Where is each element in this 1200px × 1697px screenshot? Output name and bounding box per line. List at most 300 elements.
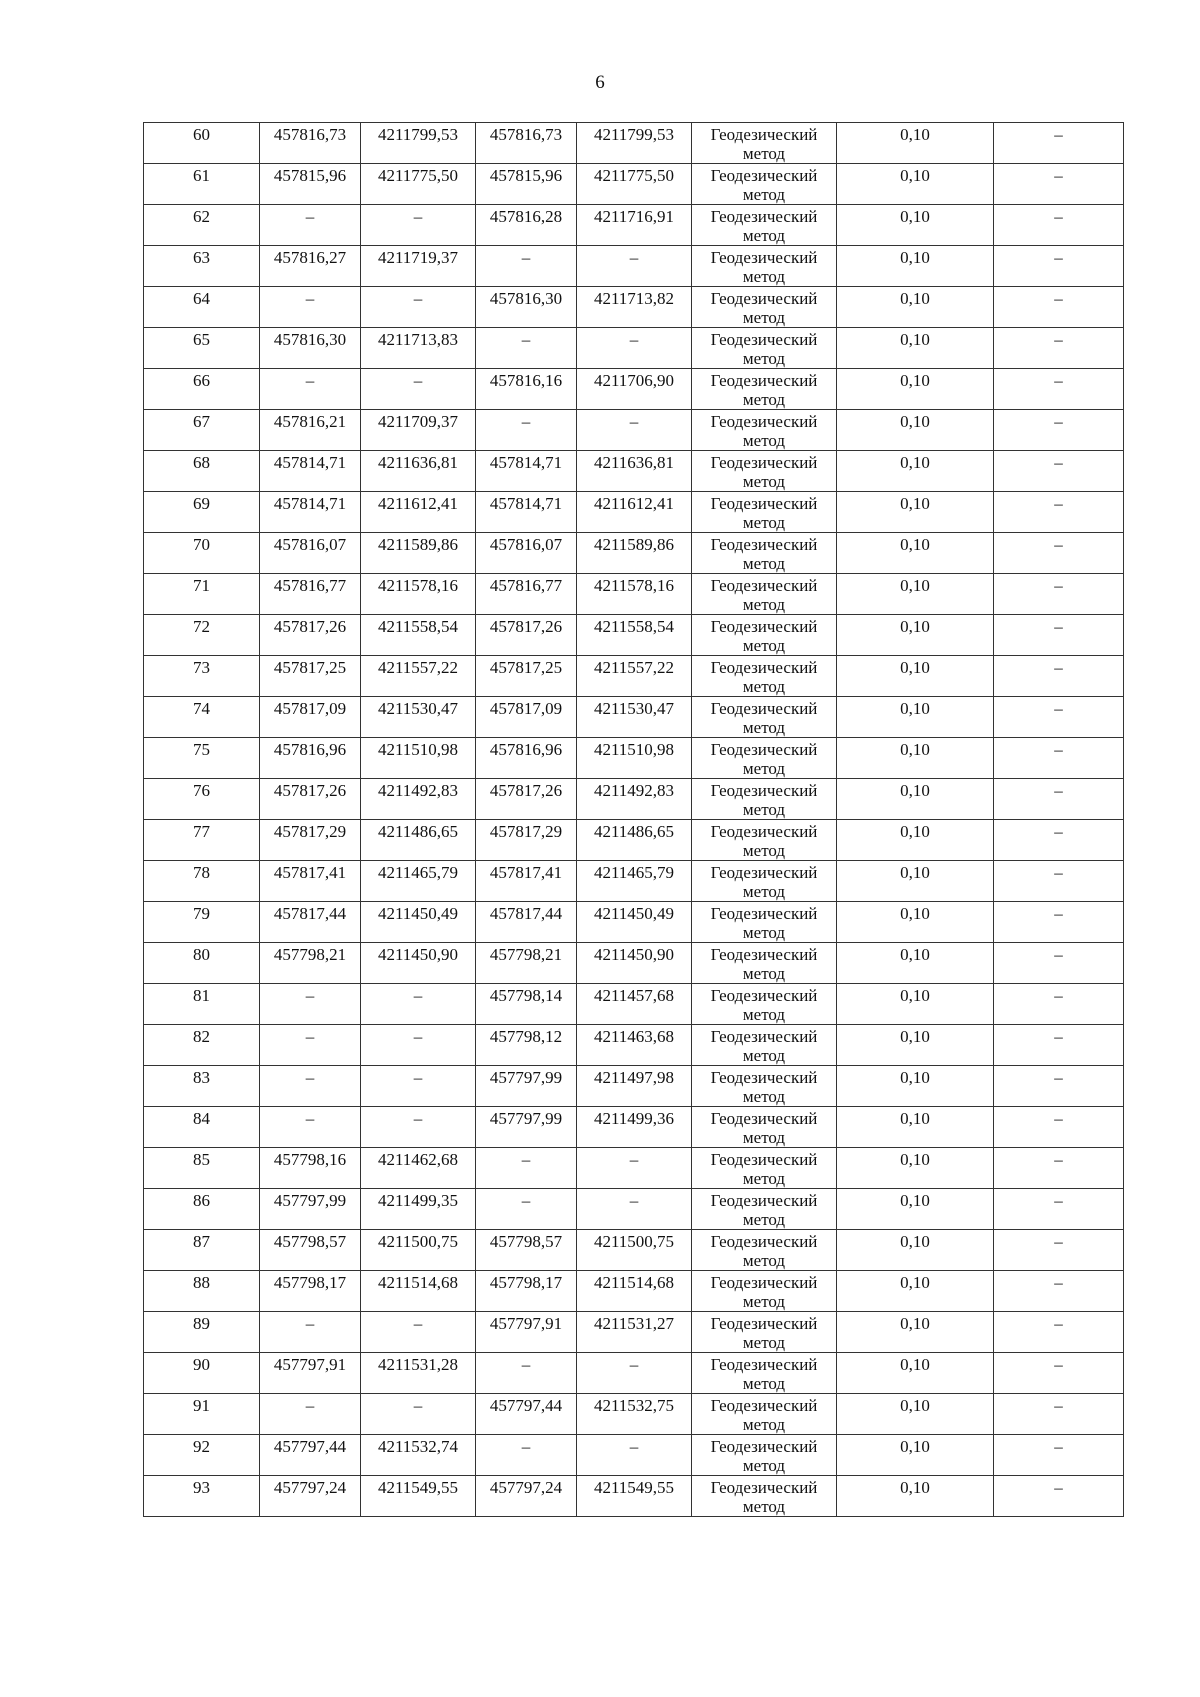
refined-x-cell: –: [476, 328, 577, 369]
refined-y-cell: 4211500,75: [577, 1230, 692, 1271]
refined-y-cell: 4211457,68: [577, 984, 692, 1025]
point-number-cell: 80: [144, 943, 260, 984]
refined-x-cell: 457798,21: [476, 943, 577, 984]
existing-y-cell: 4211530,47: [361, 697, 476, 738]
point-number-cell: 83: [144, 1066, 260, 1107]
existing-x-cell: 457816,77: [260, 574, 361, 615]
method-cell: Геодезический метод: [692, 902, 837, 943]
description-cell: –: [994, 820, 1124, 861]
refined-y-cell: 4211497,98: [577, 1066, 692, 1107]
existing-x-cell: 457816,73: [260, 123, 361, 164]
refined-x-cell: 457816,28: [476, 205, 577, 246]
refined-y-cell: 4211465,79: [577, 861, 692, 902]
description-cell: –: [994, 492, 1124, 533]
refined-y-cell: –: [577, 1353, 692, 1394]
table-row: [144, 1066, 1124, 1107]
method-cell: Геодезический метод: [692, 1435, 837, 1476]
description-cell: –: [994, 943, 1124, 984]
description-cell: –: [994, 1107, 1124, 1148]
table-row: [144, 1394, 1124, 1435]
refined-x-cell: 457798,17: [476, 1271, 577, 1312]
existing-x-cell: 457798,17: [260, 1271, 361, 1312]
existing-x-cell: –: [260, 205, 361, 246]
existing-y-cell: –: [361, 1394, 476, 1435]
refined-y-cell: 4211706,90: [577, 369, 692, 410]
refined-x-cell: –: [476, 1148, 577, 1189]
refined-y-cell: 4211486,65: [577, 820, 692, 861]
existing-y-cell: 4211549,55: [361, 1476, 476, 1517]
refined-y-cell: 4211713,82: [577, 287, 692, 328]
method-cell: Геодезический метод: [692, 492, 837, 533]
table-row: [144, 1312, 1124, 1353]
point-number-cell: 87: [144, 1230, 260, 1271]
point-number-cell: 70: [144, 533, 260, 574]
accuracy-cell: 0,10: [837, 1189, 994, 1230]
accuracy-cell: 0,10: [837, 943, 994, 984]
method-cell: Геодезический метод: [692, 1271, 837, 1312]
table-row: [144, 902, 1124, 943]
method-cell: Геодезический метод: [692, 574, 837, 615]
accuracy-cell: 0,10: [837, 369, 994, 410]
existing-y-cell: –: [361, 1312, 476, 1353]
existing-y-cell: 4211531,28: [361, 1353, 476, 1394]
accuracy-cell: 0,10: [837, 328, 994, 369]
existing-x-cell: 457817,29: [260, 820, 361, 861]
existing-y-cell: 4211492,83: [361, 779, 476, 820]
refined-x-cell: –: [476, 1435, 577, 1476]
refined-x-cell: 457816,77: [476, 574, 577, 615]
refined-x-cell: 457817,41: [476, 861, 577, 902]
refined-y-cell: 4211463,68: [577, 1025, 692, 1066]
table-row: [144, 123, 1124, 164]
method-cell: Геодезический метод: [692, 984, 837, 1025]
method-cell: Геодезический метод: [692, 1394, 837, 1435]
table-row: [144, 738, 1124, 779]
existing-y-cell: 4211719,37: [361, 246, 476, 287]
refined-x-cell: 457798,57: [476, 1230, 577, 1271]
table-row: [144, 615, 1124, 656]
point-number-cell: 67: [144, 410, 260, 451]
existing-y-cell: 4211578,16: [361, 574, 476, 615]
refined-x-cell: 457816,96: [476, 738, 577, 779]
point-number-cell: 91: [144, 1394, 260, 1435]
method-cell: Геодезический метод: [692, 1353, 837, 1394]
existing-y-cell: 4211462,68: [361, 1148, 476, 1189]
description-cell: –: [994, 861, 1124, 902]
refined-x-cell: 457815,96: [476, 164, 577, 205]
point-number-cell: 75: [144, 738, 260, 779]
refined-x-cell: 457797,24: [476, 1476, 577, 1517]
table-row: [144, 451, 1124, 492]
table-row: [144, 1230, 1124, 1271]
method-cell: Геодезический метод: [692, 656, 837, 697]
existing-x-cell: 457814,71: [260, 451, 361, 492]
method-cell: Геодезический метод: [692, 861, 837, 902]
method-cell: Геодезический метод: [692, 738, 837, 779]
method-cell: Геодезический метод: [692, 1230, 837, 1271]
method-cell: Геодезический метод: [692, 779, 837, 820]
description-cell: –: [994, 123, 1124, 164]
table-row: [144, 164, 1124, 205]
existing-x-cell: 457797,91: [260, 1353, 361, 1394]
refined-x-cell: 457817,44: [476, 902, 577, 943]
method-cell: Геодезический метод: [692, 246, 837, 287]
existing-x-cell: 457815,96: [260, 164, 361, 205]
accuracy-cell: 0,10: [837, 738, 994, 779]
accuracy-cell: 0,10: [837, 1394, 994, 1435]
point-number-cell: 88: [144, 1271, 260, 1312]
existing-y-cell: 4211636,81: [361, 451, 476, 492]
existing-y-cell: –: [361, 205, 476, 246]
refined-y-cell: 4211530,47: [577, 697, 692, 738]
point-number-cell: 63: [144, 246, 260, 287]
table-row: [144, 1107, 1124, 1148]
refined-y-cell: 4211612,41: [577, 492, 692, 533]
page-number: 6: [595, 72, 605, 93]
refined-x-cell: –: [476, 246, 577, 287]
existing-x-cell: –: [260, 1394, 361, 1435]
accuracy-cell: 0,10: [837, 615, 994, 656]
point-number-cell: 72: [144, 615, 260, 656]
existing-y-cell: –: [361, 287, 476, 328]
existing-x-cell: 457797,44: [260, 1435, 361, 1476]
table-row: [144, 861, 1124, 902]
refined-x-cell: 457814,71: [476, 451, 577, 492]
description-cell: –: [994, 369, 1124, 410]
existing-y-cell: –: [361, 984, 476, 1025]
existing-x-cell: –: [260, 1107, 361, 1148]
description-cell: –: [994, 779, 1124, 820]
table-row: [144, 697, 1124, 738]
existing-y-cell: –: [361, 1107, 476, 1148]
existing-x-cell: 457817,44: [260, 902, 361, 943]
point-number-cell: 68: [144, 451, 260, 492]
existing-x-cell: 457816,27: [260, 246, 361, 287]
existing-x-cell: 457797,99: [260, 1189, 361, 1230]
method-cell: Геодезический метод: [692, 369, 837, 410]
accuracy-cell: 0,10: [837, 902, 994, 943]
table-row: [144, 533, 1124, 574]
existing-x-cell: 457816,07: [260, 533, 361, 574]
table-row: [144, 492, 1124, 533]
existing-x-cell: –: [260, 369, 361, 410]
point-number-cell: 60: [144, 123, 260, 164]
method-cell: Геодезический метод: [692, 287, 837, 328]
existing-y-cell: 4211514,68: [361, 1271, 476, 1312]
accuracy-cell: 0,10: [837, 164, 994, 205]
refined-x-cell: 457797,91: [476, 1312, 577, 1353]
accuracy-cell: 0,10: [837, 779, 994, 820]
description-cell: –: [994, 451, 1124, 492]
accuracy-cell: 0,10: [837, 1312, 994, 1353]
point-number-cell: 77: [144, 820, 260, 861]
table-body: [144, 123, 1124, 1517]
method-cell: Геодезический метод: [692, 410, 837, 451]
refined-y-cell: 4211532,75: [577, 1394, 692, 1435]
refined-y-cell: 4211492,83: [577, 779, 692, 820]
existing-x-cell: 457798,57: [260, 1230, 361, 1271]
refined-y-cell: 4211549,55: [577, 1476, 692, 1517]
accuracy-cell: 0,10: [837, 533, 994, 574]
existing-x-cell: 457817,09: [260, 697, 361, 738]
refined-x-cell: 457817,29: [476, 820, 577, 861]
existing-x-cell: 457816,21: [260, 410, 361, 451]
description-cell: –: [994, 738, 1124, 779]
refined-x-cell: 457797,44: [476, 1394, 577, 1435]
existing-x-cell: –: [260, 1312, 361, 1353]
existing-y-cell: 4211450,49: [361, 902, 476, 943]
method-cell: Геодезический метод: [692, 943, 837, 984]
table-row: [144, 1025, 1124, 1066]
table-row: [144, 1189, 1124, 1230]
accuracy-cell: 0,10: [837, 410, 994, 451]
point-number-cell: 73: [144, 656, 260, 697]
description-cell: –: [994, 287, 1124, 328]
table-row: [144, 1148, 1124, 1189]
point-number-cell: 76: [144, 779, 260, 820]
description-cell: –: [994, 984, 1124, 1025]
accuracy-cell: 0,10: [837, 205, 994, 246]
refined-y-cell: –: [577, 1189, 692, 1230]
description-cell: –: [994, 1394, 1124, 1435]
method-cell: Геодезический метод: [692, 1025, 837, 1066]
method-cell: Геодезический метод: [692, 820, 837, 861]
refined-y-cell: 4211589,86: [577, 533, 692, 574]
existing-y-cell: 4211775,50: [361, 164, 476, 205]
description-cell: –: [994, 1435, 1124, 1476]
point-number-cell: 82: [144, 1025, 260, 1066]
description-cell: –: [994, 1148, 1124, 1189]
refined-x-cell: –: [476, 410, 577, 451]
table-row: [144, 205, 1124, 246]
description-cell: –: [994, 246, 1124, 287]
table-row: [144, 779, 1124, 820]
accuracy-cell: 0,10: [837, 656, 994, 697]
point-number-cell: 66: [144, 369, 260, 410]
existing-x-cell: 457797,24: [260, 1476, 361, 1517]
existing-y-cell: 4211486,65: [361, 820, 476, 861]
existing-y-cell: 4211557,22: [361, 656, 476, 697]
accuracy-cell: 0,10: [837, 1066, 994, 1107]
point-number-cell: 84: [144, 1107, 260, 1148]
refined-y-cell: –: [577, 1148, 692, 1189]
refined-x-cell: 457816,16: [476, 369, 577, 410]
refined-x-cell: 457798,12: [476, 1025, 577, 1066]
existing-x-cell: 457817,41: [260, 861, 361, 902]
point-number-cell: 81: [144, 984, 260, 1025]
existing-x-cell: –: [260, 1066, 361, 1107]
existing-x-cell: 457814,71: [260, 492, 361, 533]
refined-y-cell: 4211775,50: [577, 164, 692, 205]
refined-x-cell: 457816,30: [476, 287, 577, 328]
accuracy-cell: 0,10: [837, 287, 994, 328]
point-number-cell: 85: [144, 1148, 260, 1189]
existing-x-cell: 457798,21: [260, 943, 361, 984]
point-number-cell: 62: [144, 205, 260, 246]
existing-y-cell: 4211500,75: [361, 1230, 476, 1271]
table-row: [144, 820, 1124, 861]
refined-y-cell: 4211450,90: [577, 943, 692, 984]
accuracy-cell: 0,10: [837, 1148, 994, 1189]
description-cell: –: [994, 902, 1124, 943]
point-number-cell: 74: [144, 697, 260, 738]
method-cell: Геодезический метод: [692, 1312, 837, 1353]
description-cell: –: [994, 1025, 1124, 1066]
description-cell: –: [994, 1353, 1124, 1394]
table-row: [144, 1476, 1124, 1517]
refined-y-cell: 4211716,91: [577, 205, 692, 246]
refined-y-cell: 4211450,49: [577, 902, 692, 943]
description-cell: –: [994, 533, 1124, 574]
existing-y-cell: –: [361, 369, 476, 410]
point-number-cell: 86: [144, 1189, 260, 1230]
accuracy-cell: 0,10: [837, 1435, 994, 1476]
refined-y-cell: –: [577, 328, 692, 369]
existing-y-cell: –: [361, 1025, 476, 1066]
point-number-cell: 65: [144, 328, 260, 369]
refined-y-cell: 4211636,81: [577, 451, 692, 492]
method-cell: Геодезический метод: [692, 205, 837, 246]
refined-y-cell: 4211557,22: [577, 656, 692, 697]
description-cell: –: [994, 1271, 1124, 1312]
existing-x-cell: –: [260, 984, 361, 1025]
refined-x-cell: 457816,07: [476, 533, 577, 574]
description-cell: –: [994, 656, 1124, 697]
existing-x-cell: 457817,26: [260, 779, 361, 820]
refined-x-cell: 457817,26: [476, 779, 577, 820]
table-row: [144, 246, 1124, 287]
description-cell: –: [994, 697, 1124, 738]
existing-y-cell: 4211713,83: [361, 328, 476, 369]
table-row: [144, 369, 1124, 410]
refined-x-cell: 457817,26: [476, 615, 577, 656]
point-number-cell: 93: [144, 1476, 260, 1517]
existing-y-cell: 4211499,35: [361, 1189, 476, 1230]
accuracy-cell: 0,10: [837, 1353, 994, 1394]
table-row: [144, 984, 1124, 1025]
table-row: [144, 943, 1124, 984]
existing-y-cell: 4211450,90: [361, 943, 476, 984]
existing-y-cell: 4211612,41: [361, 492, 476, 533]
existing-y-cell: 4211558,54: [361, 615, 476, 656]
description-cell: –: [994, 164, 1124, 205]
method-cell: Геодезический метод: [692, 697, 837, 738]
existing-y-cell: 4211709,37: [361, 410, 476, 451]
accuracy-cell: 0,10: [837, 1107, 994, 1148]
accuracy-cell: 0,10: [837, 697, 994, 738]
refined-y-cell: 4211510,98: [577, 738, 692, 779]
method-cell: Геодезический метод: [692, 123, 837, 164]
existing-y-cell: 4211465,79: [361, 861, 476, 902]
method-cell: Геодезический метод: [692, 164, 837, 205]
existing-x-cell: 457816,30: [260, 328, 361, 369]
refined-y-cell: 4211514,68: [577, 1271, 692, 1312]
description-cell: –: [994, 205, 1124, 246]
existing-y-cell: 4211589,86: [361, 533, 476, 574]
coordinates-table: [143, 122, 1124, 1517]
refined-x-cell: 457817,25: [476, 656, 577, 697]
refined-x-cell: 457798,14: [476, 984, 577, 1025]
description-cell: –: [994, 328, 1124, 369]
refined-x-cell: 457797,99: [476, 1107, 577, 1148]
description-cell: –: [994, 1476, 1124, 1517]
method-cell: Геодезический метод: [692, 1148, 837, 1189]
point-number-cell: 89: [144, 1312, 260, 1353]
table-row: [144, 287, 1124, 328]
refined-y-cell: 4211578,16: [577, 574, 692, 615]
point-number-cell: 64: [144, 287, 260, 328]
existing-y-cell: 4211532,74: [361, 1435, 476, 1476]
accuracy-cell: 0,10: [837, 861, 994, 902]
point-number-cell: 61: [144, 164, 260, 205]
method-cell: Геодезический метод: [692, 615, 837, 656]
table-row: [144, 574, 1124, 615]
accuracy-cell: 0,10: [837, 1476, 994, 1517]
description-cell: –: [994, 574, 1124, 615]
refined-y-cell: 4211558,54: [577, 615, 692, 656]
accuracy-cell: 0,10: [837, 492, 994, 533]
existing-y-cell: 4211799,53: [361, 123, 476, 164]
point-number-cell: 90: [144, 1353, 260, 1394]
table-row: [144, 1271, 1124, 1312]
existing-x-cell: 457817,26: [260, 615, 361, 656]
accuracy-cell: 0,10: [837, 246, 994, 287]
method-cell: Геодезический метод: [692, 1066, 837, 1107]
refined-y-cell: 4211531,27: [577, 1312, 692, 1353]
accuracy-cell: 0,10: [837, 574, 994, 615]
refined-x-cell: –: [476, 1353, 577, 1394]
method-cell: Геодезический метод: [692, 533, 837, 574]
existing-x-cell: 457817,25: [260, 656, 361, 697]
refined-x-cell: 457814,71: [476, 492, 577, 533]
method-cell: Геодезический метод: [692, 1189, 837, 1230]
table-row: [144, 656, 1124, 697]
point-number-cell: 71: [144, 574, 260, 615]
existing-y-cell: 4211510,98: [361, 738, 476, 779]
method-cell: Геодезический метод: [692, 451, 837, 492]
table-row: [144, 1435, 1124, 1476]
method-cell: Геодезический метод: [692, 1476, 837, 1517]
accuracy-cell: 0,10: [837, 984, 994, 1025]
accuracy-cell: 0,10: [837, 1230, 994, 1271]
description-cell: –: [994, 410, 1124, 451]
existing-x-cell: 457816,96: [260, 738, 361, 779]
refined-x-cell: –: [476, 1189, 577, 1230]
refined-y-cell: –: [577, 410, 692, 451]
existing-x-cell: –: [260, 287, 361, 328]
description-cell: –: [994, 1189, 1124, 1230]
refined-x-cell: 457817,09: [476, 697, 577, 738]
point-number-cell: 78: [144, 861, 260, 902]
table-row: [144, 410, 1124, 451]
refined-y-cell: 4211799,53: [577, 123, 692, 164]
refined-y-cell: –: [577, 1435, 692, 1476]
existing-y-cell: –: [361, 1066, 476, 1107]
description-cell: –: [994, 1230, 1124, 1271]
table-row: [144, 1353, 1124, 1394]
accuracy-cell: 0,10: [837, 1025, 994, 1066]
description-cell: –: [994, 1312, 1124, 1353]
method-cell: Геодезический метод: [692, 1107, 837, 1148]
table-row: [144, 328, 1124, 369]
refined-y-cell: –: [577, 246, 692, 287]
accuracy-cell: 0,10: [837, 123, 994, 164]
point-number-cell: 69: [144, 492, 260, 533]
accuracy-cell: 0,10: [837, 1271, 994, 1312]
refined-x-cell: 457816,73: [476, 123, 577, 164]
description-cell: –: [994, 615, 1124, 656]
existing-x-cell: 457798,16: [260, 1148, 361, 1189]
